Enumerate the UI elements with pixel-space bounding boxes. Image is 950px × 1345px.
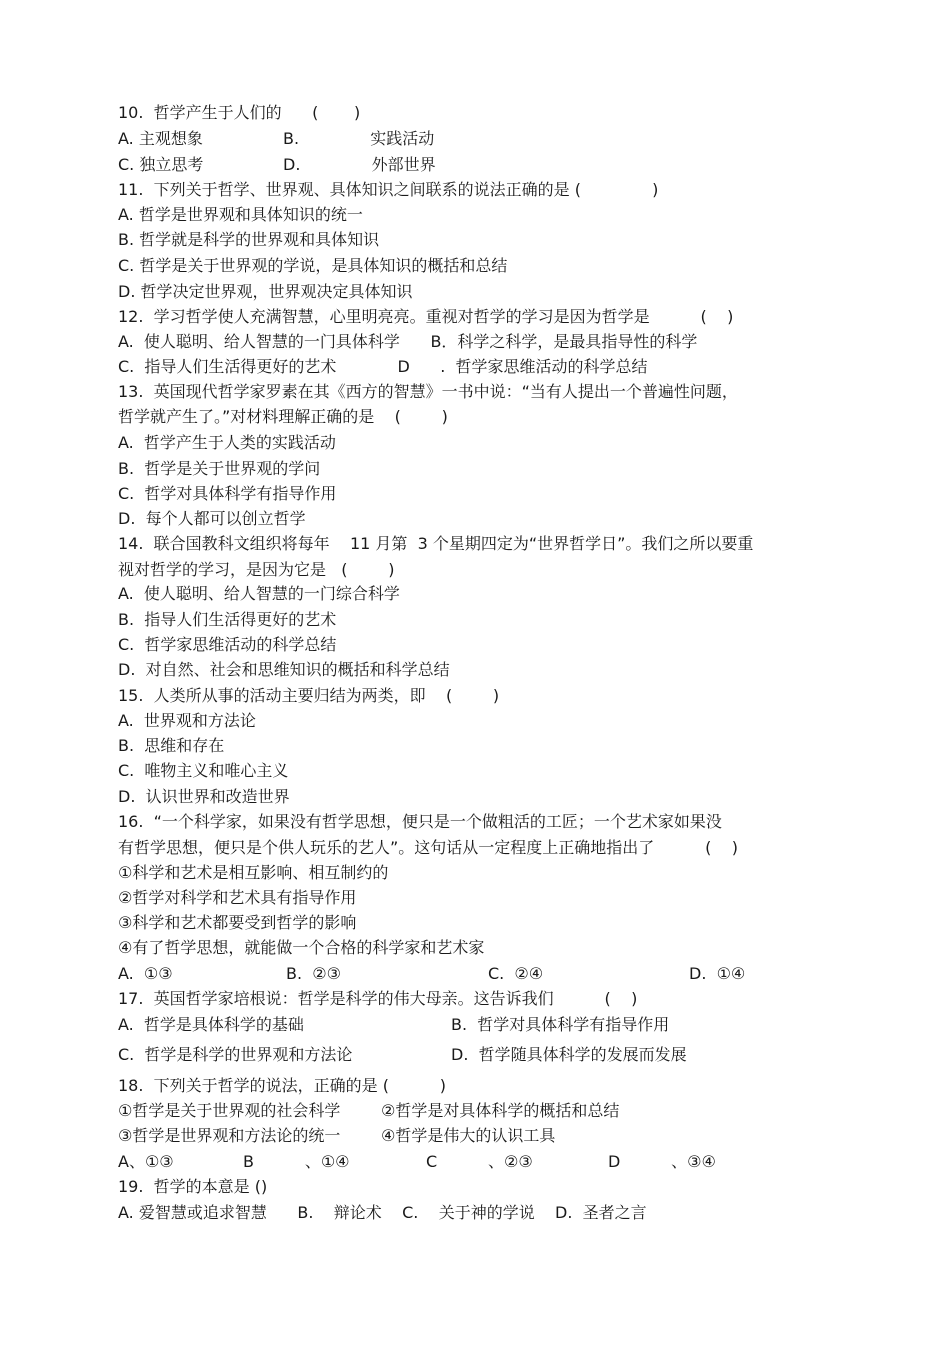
q16-statement-1: ①科学和艺术是相互影响、相互制约的	[118, 863, 389, 882]
q18-stem: 18. 下列关于哲学的说法，正确的是 ( )	[118, 1076, 447, 1095]
q18-option-c: C 、②③	[426, 1152, 533, 1171]
q18-option-a: A、①③	[118, 1152, 174, 1171]
q18-option-d: D 、③④	[608, 1152, 716, 1171]
q14-option-b: B. 指导人们生活得更好的艺术	[118, 610, 337, 629]
q19-stem: 19. 哲学的本意是 ()	[118, 1177, 268, 1196]
q19-options: A. 爱智慧或追求智慧 B. 辩论术 C. 关于神的学说 D. 圣者之言	[118, 1203, 647, 1222]
q16-statement-3: ③科学和艺术都要受到哲学的影响	[118, 913, 357, 932]
q18-statements-3-4: ③哲学是世界观和方法论的统一 ④哲学是伟大的认识工具	[118, 1126, 556, 1145]
q14-option-c: C. 哲学家思维活动的科学总结	[118, 635, 337, 654]
q14-option-d: D. 对自然、社会和思维知识的概括和科学总结	[118, 660, 450, 679]
q12-stem: 12. 学习哲学使人充满智慧，心里明亮亮。重视对哲学的学习是因为哲学是 ( )	[118, 307, 734, 326]
q14-option-a: A. 使人聪明、给人智慧的一门综合科学	[118, 584, 400, 603]
q18-option-b: B 、①④	[243, 1152, 350, 1171]
q15-stem: 15. 人类所从事的活动主要归结为两类，即 ( )	[118, 686, 500, 705]
q11-option-c: C. 哲学是关于世界观的学说，是具体知识的概括和总结	[118, 256, 508, 275]
q16-option-d: D. ①④	[689, 964, 746, 983]
q18-statements-1-2: ①哲学是关于世界观的社会科学 ②哲学是对具体科学的概括和总结	[118, 1101, 620, 1120]
q11-option-b: B. 哲学就是科学的世界观和具体知识	[118, 230, 380, 249]
q10-stem: 10. 哲学产生于人们的 ( )	[118, 103, 361, 122]
q10-option-c: C. 独立思考	[118, 155, 204, 174]
q10-option-d: D. 外部世界	[283, 155, 436, 174]
q13-option-d: D. 每个人都可以创立哲学	[118, 509, 306, 528]
q12-options-cd: C. 指导人们生活得更好的艺术 D . 哲学家思维活动的科学总结	[118, 357, 648, 376]
q16-option-a: A. ①③	[118, 964, 173, 983]
q17-stem: 17. 英国哲学家培根说：哲学是科学的伟大母亲。这告诉我们 ( )	[118, 989, 638, 1008]
q11-option-a: A. 哲学是世界观和具体知识的统一	[118, 205, 363, 224]
q12-options-ab: A. 使人聪明、给人智慧的一门具体科学 B．科学之科学，是最具指导性的科学	[118, 332, 698, 351]
q17-option-b: B. 哲学对具体科学有指导作用	[451, 1015, 670, 1034]
q10-option-a: A. 主观想象	[118, 129, 203, 148]
q17-option-d: D. 哲学随具体科学的发展而发展	[451, 1045, 687, 1064]
q17-option-a: A. 哲学是具体科学的基础	[118, 1015, 304, 1034]
q16-statement-4: ④有了哲学思想，就能做一个合格的科学家和艺术家	[118, 938, 485, 957]
q10-option-b: B. 实践活动	[283, 129, 435, 148]
q15-option-d: D. 认识世界和改造世界	[118, 787, 290, 806]
q13-option-c: C. 哲学对具体科学有指导作用	[118, 484, 337, 503]
q14-stem-line2: 视对哲学的学习，是因为它是 ( )	[118, 560, 395, 579]
q11-stem: 11. 下列关于哲学、世界观、具体知识之间联系的说法正确的是 ( )	[118, 180, 659, 199]
q15-option-c: C. 唯物主义和唯心主义	[118, 761, 289, 780]
q17-option-c: C. 哲学是科学的世界观和方法论	[118, 1045, 353, 1064]
q14-stem-line1: 14. 联合国教科文组织将每年 11 月第 3 个星期四定为“世界哲学日”。我们之所以要重	[118, 534, 754, 553]
q15-option-b: B. 思维和存在	[118, 736, 225, 755]
q15-option-a: A. 世界观和方法论	[118, 711, 256, 730]
q16-option-b: B. ②③	[286, 964, 341, 983]
q13-stem-line2: 哲学就产生了。”对材料理解正确的是 ( )	[118, 407, 448, 426]
q16-statement-2: ②哲学对科学和艺术具有指导作用	[118, 888, 357, 907]
q13-stem-line1: 13. 英国现代哲学家罗素在其《西方的智慧》一书中说：“当有人提出一个普遍性问题，	[118, 382, 738, 401]
q16-stem-line2: 有哲学思想，便只是个供人玩乐的艺人”。这句话从一定程度上正确地指出了 ( )	[118, 838, 738, 857]
q13-option-a: A. 哲学产生于人类的实践活动	[118, 433, 336, 452]
q16-option-c: C. ②④	[488, 964, 544, 983]
q13-option-b: B. 哲学是关于世界观的学问	[118, 459, 321, 478]
q16-stem-line1: 16. “一个科学家，如果没有哲学思想，便只是一个做粗活的工匠；一个艺术家如果没	[118, 812, 722, 831]
q11-option-d: D. 哲学决定世界观，世界观决定具体知识	[118, 282, 413, 301]
